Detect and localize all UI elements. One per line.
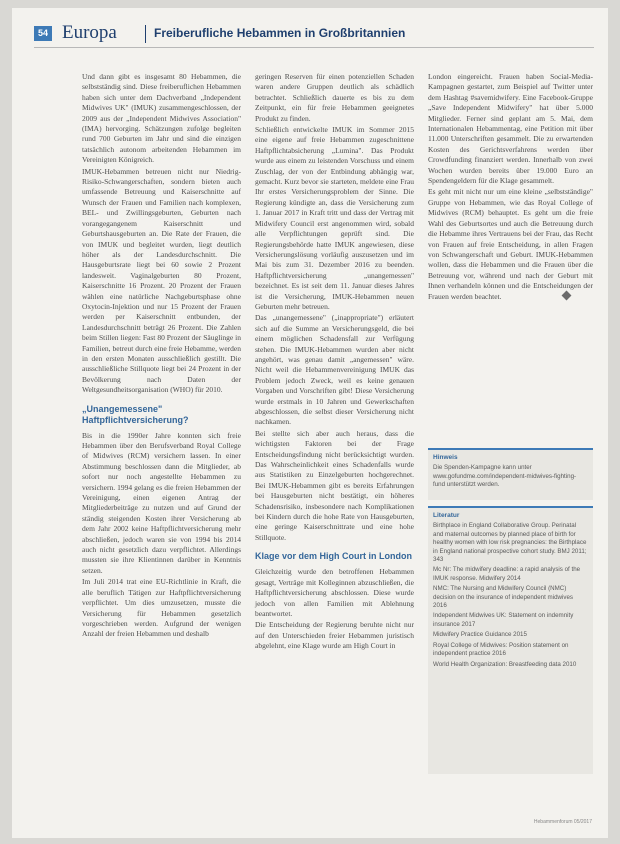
subheading: Klage vor dem High Court in London [255,551,412,562]
text-column-1 [82,72,241,641]
paragraph: London eingereicht. Frauen haben Social-Media-Kampagnen gestartet, zum Beispiel auf Twitter unter dem Hashtag #savemidwifery. Eine Facebook-Gruppe „Save Independent Midwifery" hat über 5.000 Mitglieder. Ferner sind geplant am 5. Mai, dem Internationalen Hebammentag, eine Petition mit über 11.000 Unterschriften gesammelt. Die zu erwartenden Kosten des Gerichtsverfahrens werden über Crowdfunding finanziert werden. Innerhalb von zwei Wochen wurden bereits über 19.000 Euro an Spendengeldern für die Klage gesammelt. [428,72,593,186]
literature-item: NMC: The Nursing and Midwifery Council (NMC) decision on the insurance of independent midwives 2016 [433,585,573,610]
paragraph: Und dann gibt es insgesamt 80 Hebammen, die selbstständig sind. Diese freiberuflichen Hebammen haben sich unter dem Dachverband „Independent Midwives UK" (IMUK) zusammengeschlossen, der 2009 aus der „Independent Midwives Association" (IMA) hervorging. Schätzungen zufolge begleiten rund 700 Geburten im Jahr und sind die einzigen tatsächlich autonom arbeitenden Hebammen im Vereinigten Königreich. [82,72,241,165]
article-title: Freiberufliche Hebammen in Großbritannien [154,26,406,40]
header-divider [145,25,146,43]
literature-item: Birthplace in England Collaborative Group. Perinatal and maternal outcomes by planned place of birth for healthy women with low risk pregnancies: the Birthplace in England national prospective cohort study. BMJ 2011; 343 [433,522,587,564]
paragraph: geringen Reserven für einen potenziellen Schaden waren andere Gruppen deutlich als schädlich betrachtet. Schließlich dauerte es bis zu dem Zeitpunkt, ein für freie Hebammen geeignetes Produkt zu finden. [255,72,414,123]
literature-item: World Health Organization: Breastfeeding data 2010 [433,660,577,668]
section-title: Europa [62,22,117,43]
document-page [12,8,608,838]
paragraph: Gleichzeitig wurde den betroffenen Hebammen gesagt, Verträge mit Kolleginnen abzuschließen, die Haftpflichtversicherung abschlossen. Diese wurde jedoch von allen Familien mit Ablehnung beantwortet. [255,567,414,618]
literature-item: Midwifery Practice Guidance 2015 [433,631,527,639]
article-end-icon [562,290,572,300]
paragraph-text: Es geht mit nicht nur um eine kleine „selbstständige" Gruppe von Hebammen, wie das Royal College of Midwives (RCM) behauptet. Es geht um die freie Wahl des Geburtsortes und auch die Betreuung durch die Hebamme ihres Vertrauens bei der Frau, das Recht von Frauen auf freie Entscheidung, in allen Fragen von Schwangerschaft und Geburt. IMUK-Hebammen wollen, dass die Hebammen und die Frauen über die Betreuung vor, während und nach der Geburt mit Ihnen verhandeln können und die Entscheidungen der Frauen werden beachtet. [428,187,593,301]
page-number: 54 [34,26,52,41]
text-column-2 [255,72,414,653]
info-box-text: Die Spenden-Kampagne kann unter www.gofundme.com/independent-midwives-fighting-fund unterstützt werden. [433,464,577,489]
page-footer: Hebammenforum 05/2017 [533,819,592,825]
literature-title: Literatur [433,512,460,519]
literature-item: Royal College of Midwives: Position statement on independent practice 2016 [433,641,569,658]
literature-item: Independent Midwives UK: Statement on indemnity insurance 2017 [433,612,574,628]
paragraph: IMUK-Hebammen betreuen nicht nur Niedrig-Risiko-Schwangerschaften, sondern bieten auch umfassende Betreuung und Kaiserschnitte auf Wunsch der Frauen und Familien nach komplexen, BEL- und Zwillingsgeburten, Geburten nach vorangegangenem Kaiserschnitt und Geburtshausgeburten an. Die Rate der Frauen, die von IMUK und begleitet wurden, liegt deutlich höher als der Landesdurchschnitt. Die Hausgeburtsrate liegt bei 60 sowie 2 Prozent landesweit. Vaginalgeburten 80 Prozent, Kaiserschnitte 16 Prozent. 20 Prozent der Frauen wählen eine natürliche Nachgeburtsphase ohne Oxytocin-Injektion und nur 15 Prozent der Frauen werden per Kaiserschnitt entbunden, der Landesdurchschnitt beträgt 26 Prozent. Die Zahlen beim Stillen liegen: Fast 80 Prozent der Säuglinge in Familien, betreut durch eine freie Hebamme, werden in den ersten Monaten ausschließlich gestillt. Die ausschließliche Stillquote liegt bei 24 Prozent in der Bevölkerung nach Daten der Weltgesundheitsorganisation (WHO) für 2010. [82,166,241,395]
paragraph [428,187,593,301]
info-box-title: Hinweis [433,454,458,461]
subheading: „Unangemessene" Haftpflichtversicherung? [82,403,189,425]
paragraph: Bei stellte sich aber auch heraus, dass die wichtigsten Faktoren bei der Frage Entscheidungsfindung nicht berücksichtigt wurden. Das Wahrscheinlichkeit eines Schadenfalls wurde aus Statistiken zu Einzelgeburten hochgerechnet. Bei IMUK-Hebammen gibt es bereits Erfahrungen bei Hausgeburten nicht bestätigt, ein höheres Schadensrisiko, insbesondere nach Komplikationen bei Kindern durch die hohe Rate von Hausgeburten, eine geringe Kaiserschnittrate und eine hohe Stillquote. [255,428,414,542]
paragraph: Die Entscheidung der Regierung beruhte nicht nur auf den Unterschieden freier Hebammen juristisch abgelehnt, eine Klage wurde am High Court in [255,620,414,651]
literature-item: Mc Nr: The midwifery deadline: a rapid analysis of the IMUK response. Midwifery 2014 [433,566,581,582]
paragraph: Im Juli 2014 trat eine EU-Richtlinie in Kraft, die alle beruflich Tätigen zur Haftpflichtversicherung verpflichtet. Um dies umzusetzen, musste die Versicherung für Hebammen gesetzlich vorgeschrieben werden. Aufgrund der wenigen Anzahl der freien Hebammen und deshalb [82,577,241,639]
paragraph: Bis in die 1990er Jahre konnten sich freie Hebammen über den Berufsverband Royal College of Midwives (RCM) versichern lassen. In einer Abstimmung beschlossen dann die Mitglieder, ab sofort nur noch angestellte Hebammen zu versichern. 1994 gelang es die freien Hebammen der Vereinigung, einen eigenen Antrag der Mitgliederbeiträge zu nutzen und auf Grund der ständig steigenden Kosten ihrer Versicherung ab dem Jahr 2002 keine Haftpflichtversicherung mehr abschließen, jedoch waren sie von 1994 bis 2014 auch nicht gesetzlich dazu verpflichtet. Allerdings mussten sie ihre Klientinnen darüber in Kenntnis setzen. [82,430,241,575]
page-header [34,22,594,48]
text-column-3 [428,72,593,303]
paragraph: Schließlich entwickelte IMUK im Sommer 2015 eine eigene auf freie Hebammen zugeschnittene Haftpflichtabsicherung „Lumina". Das Produkt wurde aus einem zu leistenden Vorschuss und einem Zuschlag, der von der Entbindung abhängig war, gemacht. Kurz bevor sie starteten, meldete eine Frau Ihr erstes Versicherungsproblem der Sinne. Die Regierung kündigte an, dass die Versicherung zum 1. Januar 2017 in Kraft tritt und dass der Vertrag mit Midwifery Council erst angenommen wird, sobald alle Verpflichtungen geprüft sind. Die Regierungsbehörde hatte IMUK angewiesen, diese Versicherungslösung vorläufig auszusetzen und im Mai bis zum 31. Dezember 2016 zu beenden. Haftpflichtversicherung „unangemessen" bezeichnet. Es ist seit dem 11. Januar dieses Jahres ist die Versicherung, IMUK-Hebammen neuen Geburten mehr betreuen. [255,125,414,311]
info-box [428,448,593,500]
paragraph: Das „unangemessene" („inappropriate") erläutert sich auf die Summe an Versicherungsgeld, die bei einem möglichen Schadensfall zur Verfügung stehen. Die IMUK-Hebammen wurden aber nicht angehört, was genau damit „angemessen" wäre. Nicht weil die Hebammenvereinigung IMUK das Problem jedoch Zweck, weil es keine genauen Vorgaben und Vorschriften gibt! Diese Versicherung wurde erstmals in 10 Jahren und Gewerkschaften abgeschlossen, die selbst dieser Versicherung nicht nachkamen. [255,313,414,427]
literature-box [428,506,593,774]
